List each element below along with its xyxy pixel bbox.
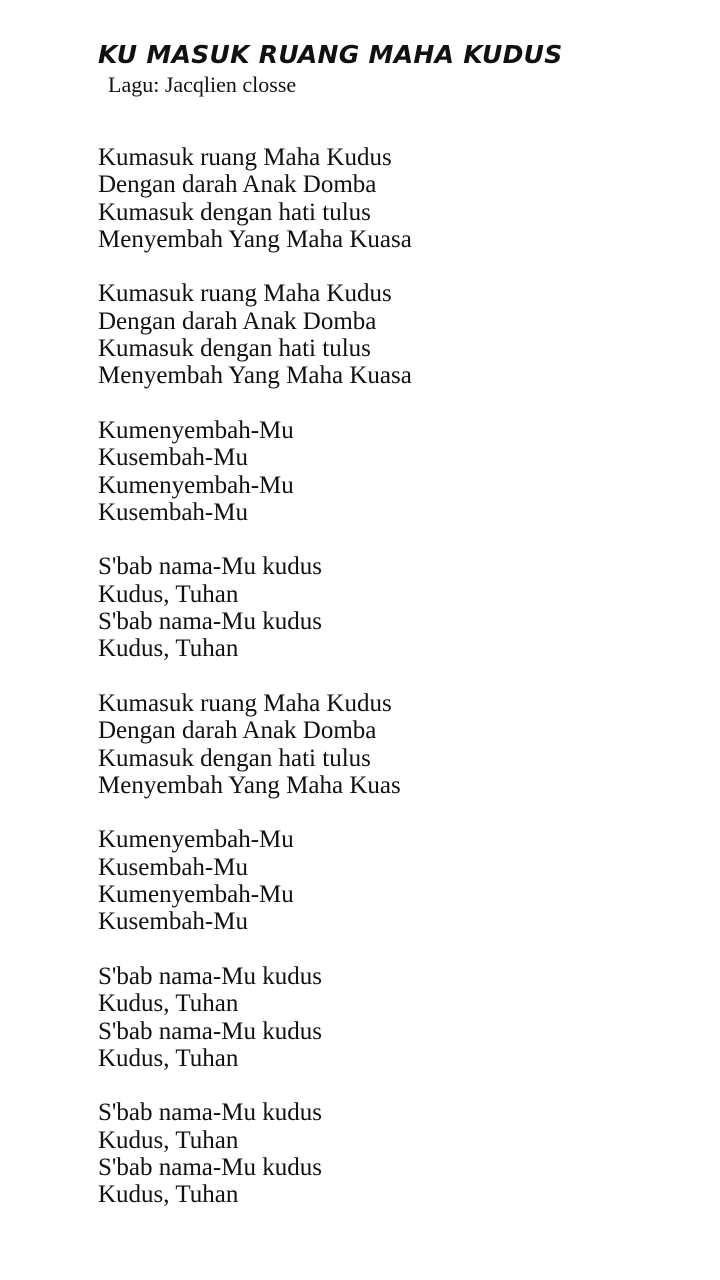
lyric-line: Kumasuk ruang Maha Kudus — [98, 280, 392, 308]
lyric-line: Kumasuk dengan hati tulus — [98, 335, 371, 363]
stanza — [98, 417, 698, 526]
lyric-line: S'bab nama-Mu kudus — [98, 1153, 322, 1181]
lyric-line: S'bab nama-Mu kudus — [98, 608, 322, 636]
song-credit: Lagu: Jacqlien closse — [108, 72, 297, 97]
lyric-line: Kusembah-Mu — [98, 908, 248, 936]
lyric-line: Kudus, Tuhan — [98, 1126, 239, 1154]
lyric-line: Kumenyembah-Mu — [98, 416, 294, 444]
lyric-line: Menyembah Yang Maha Kuasa — [98, 362, 412, 390]
lyric-line: S'bab nama-Mu kudus — [98, 553, 322, 581]
stanza — [98, 826, 698, 935]
lyric-line: Kumenyembah-Mu — [98, 881, 294, 909]
stanza — [98, 1099, 698, 1208]
lyric-line: S'bab nama-Mu kudus — [98, 1099, 322, 1127]
lyric-line: Kumasuk ruang Maha Kudus — [98, 144, 392, 171]
stanza — [98, 690, 698, 799]
lyric-line: Kumenyembah-Mu — [98, 471, 294, 499]
stanza — [98, 280, 698, 389]
lyric-line: Menyembah Yang Maha Kuas — [98, 771, 401, 799]
lyric-line: Kumasuk ruang Maha Kudus — [98, 689, 392, 717]
stanza — [98, 963, 698, 1072]
lyric-line: Dengan darah Anak Domba — [98, 171, 377, 199]
lyric-line: Kusembah-Mu — [98, 853, 248, 881]
song-title: KU MASUK RUANG MAHA KUDUS — [98, 40, 563, 69]
lyric-line: Menyembah Yang Maha Kuasa — [98, 225, 412, 253]
stanza — [98, 144, 698, 253]
lyric-line: Kudus, Tuhan — [98, 990, 239, 1018]
lyric-line: Kumasuk dengan hati tulus — [98, 198, 371, 226]
lyric-line: Dengan darah Anak Domba — [98, 307, 377, 335]
lyric-line: Kudus, Tuhan — [98, 1181, 239, 1209]
lyric-line: Kusembah-Mu — [98, 498, 248, 526]
lyric-line: Dengan darah Anak Domba — [98, 717, 377, 745]
lyric-line: Kudus, Tuhan — [98, 635, 239, 663]
lyric-line: Kumenyembah-Mu — [98, 826, 294, 854]
lyrics-body — [98, 144, 698, 1236]
lyric-line: Kumasuk dengan hati tulus — [98, 744, 371, 772]
stanza — [98, 553, 698, 662]
lyric-line: Kudus, Tuhan — [98, 580, 239, 608]
lyric-line: S'bab nama-Mu kudus — [98, 962, 322, 990]
lyric-line: Kusembah-Mu — [98, 444, 248, 472]
lyric-line: Kudus, Tuhan — [98, 1044, 239, 1072]
lyric-line: S'bab nama-Mu kudus — [98, 1017, 322, 1045]
